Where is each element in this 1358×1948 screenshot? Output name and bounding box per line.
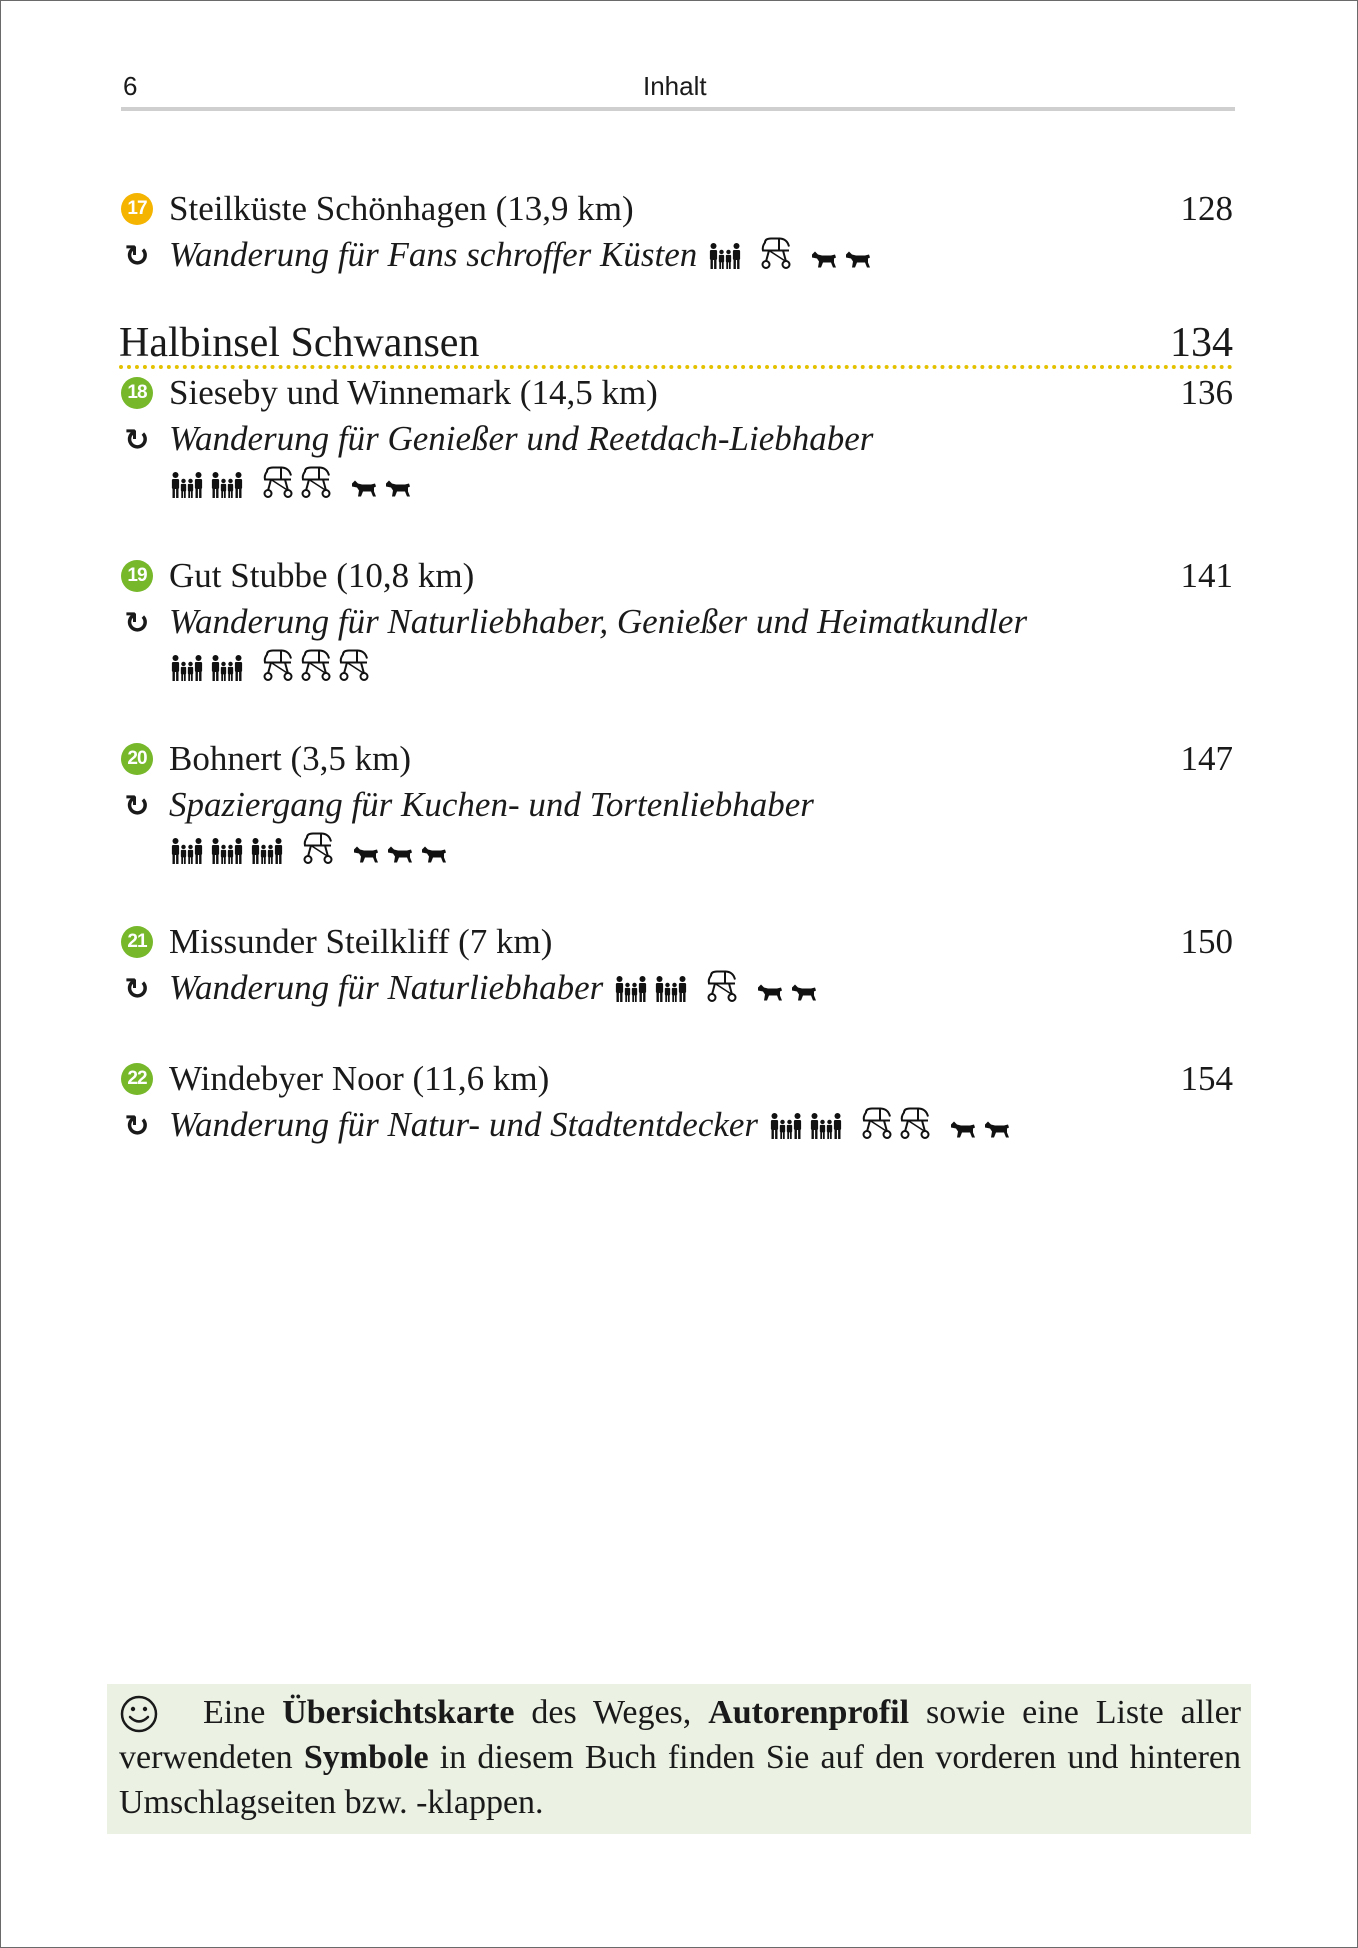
rating-icons <box>169 831 459 865</box>
family-icon <box>209 837 245 865</box>
dog-icon <box>385 843 415 865</box>
rating-icons <box>169 648 381 682</box>
entry-title-row <box>119 739 1233 785</box>
family-icon <box>169 471 205 499</box>
entry-description-row <box>119 419 1233 465</box>
dog-rating <box>755 981 819 1003</box>
route-number-badge: 17 <box>121 193 153 225</box>
entry-description-row <box>119 235 1233 281</box>
entry-description: Wanderung für Naturliebhaber <box>169 968 604 1007</box>
entry-title: Steilküste Schönhagen (13,9 km) <box>169 189 634 228</box>
entry-title-row <box>119 1059 1233 1105</box>
dog-rating <box>349 477 413 499</box>
loop-route-icon: ↻ <box>124 423 150 458</box>
route-number-badge: 20 <box>121 743 153 775</box>
dog-icon <box>351 843 381 865</box>
stroller-icon <box>299 648 333 682</box>
stroller-icon <box>261 648 295 682</box>
entry-page: 147 <box>1180 739 1233 778</box>
stroller-icon <box>705 969 739 1003</box>
loop-route-icon: ↻ <box>124 606 150 641</box>
entry-description-row <box>119 785 1233 831</box>
stroller-icon <box>860 1106 894 1140</box>
entry-title-row <box>119 922 1233 968</box>
highlight-author: Autorenprofil <box>708 1694 910 1731</box>
stroller-rating <box>301 831 335 865</box>
loop-route-icon: ↻ <box>124 239 150 274</box>
entry-description: Wanderung für Naturliebhaber, Genießer und Heimatkundler <box>169 602 1028 641</box>
highlight-map: Übersichtskarte <box>282 1694 515 1731</box>
entry-title: Gut Stubbe (10,8 km) <box>169 556 475 595</box>
toc-entry[interactable] <box>119 922 1233 1014</box>
running-title: Inhalt <box>643 71 707 101</box>
page-number: 6 <box>123 71 138 101</box>
stroller-rating <box>261 648 371 682</box>
family-icon <box>707 242 743 270</box>
rating-icons <box>613 969 829 1003</box>
dog-icon <box>349 477 379 499</box>
family-rating <box>169 471 245 499</box>
dog-icon <box>809 248 839 270</box>
entry-page: 141 <box>1180 556 1233 595</box>
highlight-symbols: Symbole <box>303 1739 429 1776</box>
dog-rating <box>809 248 873 270</box>
stroller-icon <box>337 648 371 682</box>
family-icon <box>209 471 245 499</box>
family-icon <box>249 837 285 865</box>
dog-icon <box>789 981 819 1003</box>
entry-title-row <box>119 189 1233 235</box>
entry-title-row <box>119 556 1233 602</box>
entry-description: Wanderung für Natur- und Stadtentdecker <box>169 1105 759 1144</box>
family-icon <box>653 975 689 1003</box>
family-icon <box>169 837 205 865</box>
stroller-icon <box>759 236 793 270</box>
info-box <box>107 1684 1251 1834</box>
section-page: 134 <box>1170 320 1233 366</box>
stroller-rating <box>705 969 739 1003</box>
dog-icon <box>843 248 873 270</box>
toc-entry[interactable] <box>119 189 1233 281</box>
family-rating <box>707 242 743 270</box>
toc-entry[interactable] <box>119 1059 1233 1151</box>
entry-title: Missunder Steilkliff (7 km) <box>169 922 553 961</box>
entry-page: 154 <box>1180 1059 1233 1098</box>
entry-description-row <box>119 602 1233 648</box>
running-header <box>121 67 1235 111</box>
stroller-rating <box>759 236 793 270</box>
family-icon <box>808 1112 844 1140</box>
dog-rating <box>948 1118 1012 1140</box>
family-icon <box>768 1112 804 1140</box>
toc-entry[interactable] <box>119 373 1233 511</box>
entry-description: Wanderung für Genießer und Reetdach-Liebhaber <box>169 419 874 458</box>
family-rating <box>768 1112 844 1140</box>
family-rating <box>613 975 689 1003</box>
entry-title: Windebyer Noor (11,6 km) <box>169 1059 550 1098</box>
entry-page: 128 <box>1180 189 1233 228</box>
dog-icon <box>383 477 413 499</box>
stroller-icon <box>301 831 335 865</box>
section-title: Halbinsel Schwansen <box>119 320 480 366</box>
loop-route-icon: ↻ <box>124 789 150 824</box>
entry-title: Sieseby und Winnemark (14,5 km) <box>169 373 658 412</box>
stroller-rating <box>860 1106 932 1140</box>
entry-description: Spaziergang für Kuchen- und Tortenliebhaber <box>169 785 814 824</box>
family-rating <box>169 837 285 865</box>
stroller-rating <box>261 465 333 499</box>
dog-rating <box>351 843 449 865</box>
stroller-icon <box>261 465 295 499</box>
loop-route-icon: ↻ <box>124 1109 150 1144</box>
rating-icons <box>768 1106 1022 1140</box>
rating-icons <box>169 465 423 499</box>
stroller-icon <box>898 1106 932 1140</box>
dog-icon <box>948 1118 978 1140</box>
family-icon <box>613 975 649 1003</box>
dog-icon <box>982 1118 1012 1140</box>
section-heading[interactable] <box>119 317 1233 369</box>
family-rating <box>169 654 245 682</box>
entry-description-row <box>119 1105 1233 1151</box>
entry-description-row <box>119 968 1233 1014</box>
route-number-badge: 18 <box>121 377 153 409</box>
dog-icon <box>755 981 785 1003</box>
toc-entry[interactable] <box>119 556 1233 694</box>
entry-page: 136 <box>1180 373 1233 412</box>
family-icon <box>209 654 245 682</box>
loop-route-icon: ↻ <box>124 972 150 1007</box>
dog-icon <box>419 843 449 865</box>
stroller-icon <box>299 465 333 499</box>
route-number-badge: 19 <box>121 560 153 592</box>
route-number-badge: 22 <box>121 1063 153 1095</box>
family-icon <box>169 654 205 682</box>
entry-title: Bohnert (3,5 km) <box>169 739 412 778</box>
entry-description: Wanderung für Fans schroffer Küsten <box>169 235 698 274</box>
entry-page: 150 <box>1180 922 1233 961</box>
entry-title-row <box>119 373 1233 419</box>
toc-entry[interactable] <box>119 739 1233 877</box>
info-text: Eine Übersichtskarte des Weges, Autorenprofil sowie eine Liste aller verwendeten Symbole in diesem Buch finden Sie auf den vorderen und hinteren Umschlagseiten bzw. -klappen. <box>119 1694 1241 1821</box>
rating-icons <box>707 236 883 270</box>
route-number-badge: 21 <box>121 926 153 958</box>
